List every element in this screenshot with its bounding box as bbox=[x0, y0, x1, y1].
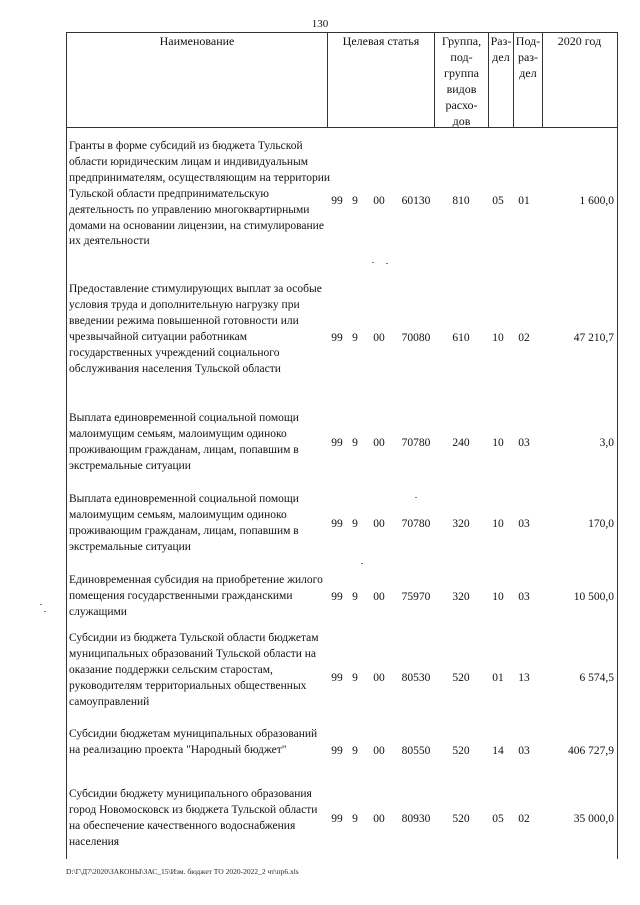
cell-subsection: 13 bbox=[518, 672, 530, 684]
cell-subprogram: 9 bbox=[352, 332, 358, 344]
cell-subsection: 02 bbox=[518, 813, 530, 825]
cell-direction: 70780 bbox=[401, 518, 431, 530]
cell-program: 99 bbox=[331, 195, 343, 207]
cell-group: 320 bbox=[452, 591, 470, 603]
row-name: Выплата единовременной социальной помощи малоимущим семьям, малоимущим одиноко проживающим гражданам, лицам, попавшим в экстремальные ситуации bbox=[69, 493, 299, 553]
cell-section: 10 bbox=[492, 437, 504, 449]
row-name: Единовременная субсидия на приобретение жилого помещения государственными гражданскими служащими bbox=[69, 574, 323, 618]
header-target-article: Целевая статья bbox=[342, 34, 420, 48]
cell-program: 99 bbox=[331, 745, 343, 757]
cell-amount: 406 727,9 bbox=[568, 745, 614, 757]
header-group: Группа, под- группа видов расхо- дов bbox=[441, 34, 482, 128]
cell-activity: 00 bbox=[373, 813, 385, 825]
cell-subprogram: 9 bbox=[352, 745, 358, 757]
file-path-footer: D:\Г\Д7\2020\ЗАКОНЫ\ЗАС_15\Изм. бюджет ТО 2020-2022_2 чт\пр6.xls bbox=[66, 867, 299, 876]
cell-program: 99 bbox=[331, 437, 343, 449]
cell-subprogram: 9 bbox=[352, 195, 358, 207]
cell-direction: 80550 bbox=[401, 745, 431, 757]
header-bottom-border bbox=[66, 127, 617, 128]
cell-direction: 75970 bbox=[401, 591, 431, 603]
row-name: Гранты в форме субсидий из бюджета Тульской области юридическим лицам и индивидуальным предпринимателям, осуществляющим на территории Тульской области предпринимательскую деятельность по управлению многоквартирными домами на основании лицензии, на стимулирование их деятельности bbox=[69, 140, 331, 248]
cell-group: 520 bbox=[452, 813, 470, 825]
scan-speck bbox=[44, 611, 46, 612]
cell-subsection: 03 bbox=[518, 437, 530, 449]
cell-subsection: 01 bbox=[518, 195, 530, 207]
cell-amount: 10 500,0 bbox=[573, 591, 614, 603]
cell-section: 10 bbox=[492, 518, 504, 530]
row-name: Субсидии из бюджета Тульской области бюджетам муниципальных образований Тульской области на оказание поддержки сельским старостам, руководителям территориальных общественных самоуправлений bbox=[69, 632, 319, 708]
row-name: Субсидии бюджету муниципального образования город Новомосковск из бюджета Тульской области на обеспечение качественного водоснабжения населения bbox=[69, 788, 318, 848]
scan-speck bbox=[40, 604, 42, 605]
cell-program: 99 bbox=[331, 813, 343, 825]
cell-activity: 00 bbox=[373, 518, 385, 530]
cell-section: 14 bbox=[492, 745, 504, 757]
cell-group: 240 bbox=[452, 437, 470, 449]
cell-activity: 00 bbox=[373, 672, 385, 684]
scan-speck bbox=[415, 497, 417, 498]
cell-direction: 80530 bbox=[401, 672, 431, 684]
cell-program: 99 bbox=[331, 591, 343, 603]
row-name: Субсидии бюджетам муниципальных образований на реализацию проекта "Народный бюджет" bbox=[69, 728, 318, 756]
cell-section: 05 bbox=[492, 813, 504, 825]
cell-amount: 35 000,0 bbox=[573, 813, 614, 825]
cell-subprogram: 9 bbox=[352, 813, 358, 825]
cell-group: 320 bbox=[452, 518, 470, 530]
page-number: 130 bbox=[311, 18, 329, 30]
cell-activity: 00 bbox=[373, 332, 385, 344]
cell-subprogram: 9 bbox=[352, 437, 358, 449]
header-subsection: Под- раз- дел bbox=[515, 34, 541, 80]
cell-subsection: 03 bbox=[518, 591, 530, 603]
header-name: Наименование bbox=[159, 34, 235, 48]
cell-group: 520 bbox=[452, 672, 470, 684]
cell-direction: 70080 bbox=[401, 332, 431, 344]
row-name: Выплата единовременной социальной помощи малоимущим семьям, малоимущим одиноко проживающим гражданам, лицам, попавшим в экстремальные ситуации bbox=[69, 412, 299, 472]
cell-activity: 00 bbox=[373, 437, 385, 449]
scan-speck bbox=[361, 563, 363, 564]
cell-program: 99 bbox=[331, 518, 343, 530]
cell-subsection: 03 bbox=[518, 745, 530, 757]
cell-section: 10 bbox=[492, 591, 504, 603]
cell-activity: 00 bbox=[373, 591, 385, 603]
cell-section: 10 bbox=[492, 332, 504, 344]
cell-section: 01 bbox=[492, 672, 504, 684]
cell-activity: 00 bbox=[373, 745, 385, 757]
header-year: 2020 год bbox=[557, 34, 602, 48]
row-name: Предоставление стимулирующих выплат за особые условия труда и дополнительную нагрузку при введении режима повышенной готовности или чрезвычайной ситуации работникам государственных учреждений социального обслуживания населения Тульской области bbox=[69, 283, 322, 375]
cell-amount: 6 574,5 bbox=[579, 672, 614, 684]
header-section: Раз- дел bbox=[490, 34, 512, 64]
cell-amount: 1 600,0 bbox=[579, 195, 614, 207]
cell-subprogram: 9 bbox=[352, 591, 358, 603]
cell-direction: 80930 bbox=[401, 813, 431, 825]
cell-section: 05 bbox=[492, 195, 504, 207]
cell-amount: 170,0 bbox=[588, 518, 614, 530]
cell-amount: 3,0 bbox=[599, 437, 614, 449]
cell-direction: 70780 bbox=[401, 437, 431, 449]
cell-program: 99 bbox=[331, 672, 343, 684]
cell-group: 810 bbox=[452, 195, 470, 207]
cell-subsection: 02 bbox=[518, 332, 530, 344]
cell-activity: 00 bbox=[373, 195, 385, 207]
scan-speck bbox=[372, 262, 374, 263]
cell-program: 99 bbox=[331, 332, 343, 344]
cell-subprogram: 9 bbox=[352, 518, 358, 530]
cell-amount: 47 210,7 bbox=[573, 332, 614, 344]
cell-group: 610 bbox=[452, 332, 470, 344]
cell-subprogram: 9 bbox=[352, 672, 358, 684]
scan-speck bbox=[386, 263, 388, 264]
cell-direction: 60130 bbox=[401, 195, 431, 207]
cell-subsection: 03 bbox=[518, 518, 530, 530]
cell-group: 520 bbox=[452, 745, 470, 757]
